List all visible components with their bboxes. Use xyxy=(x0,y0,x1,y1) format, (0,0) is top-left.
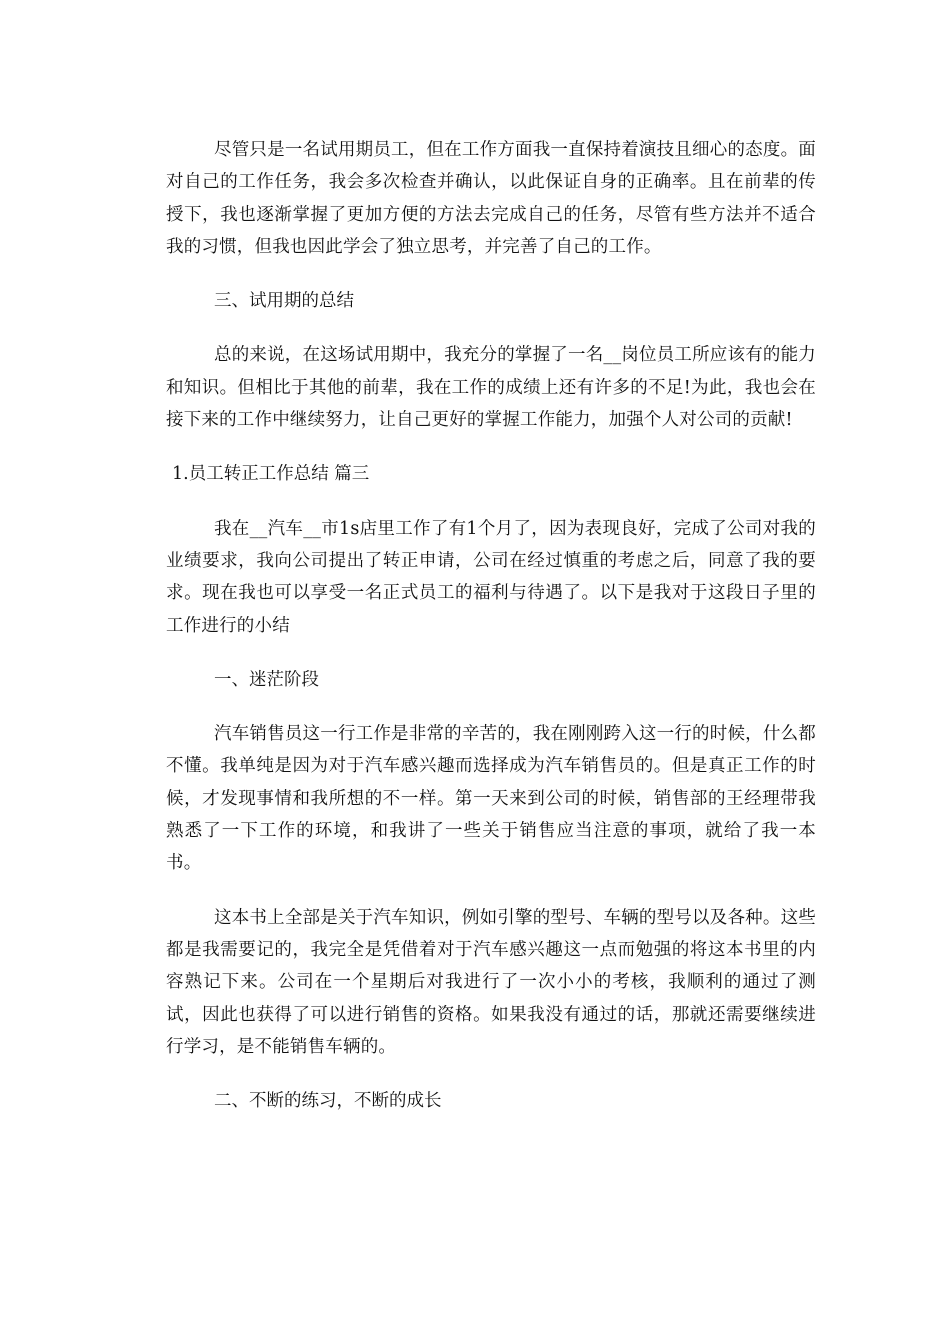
paragraph-gap xyxy=(166,436,816,458)
section-heading-practice-growth: 二、不断的练习，不断的成长 xyxy=(214,1091,442,1112)
paragraph-gap xyxy=(166,263,816,285)
document-body xyxy=(166,134,816,1117)
section-heading-confused-stage: 一、迷茫阶段 xyxy=(214,669,319,690)
section-heading-probation-summary: 三、试用期的总结 xyxy=(214,291,354,312)
paragraph-car-knowledge-book: 这本书上全部是关于汽车知识，例如引擎的型号、车辆的型号以及各种。这些都是我需要记的，我完全是凭借着对于汽车感兴趣这一点而勉强的将这本书里的内容熟记下来。公司在一个星期后对我进行了一次小小的考核，我顺利的通过了测试，因此也获得了可以进行销售的资格。如果我没有通过的话，那就还需要继续进行学习，是不能销售车辆的。 xyxy=(166,907,816,1057)
paragraph-gap xyxy=(166,880,816,902)
paragraph-sales-hardship: 汽车销售员这一行工作是非常的辛苦的，我在刚刚跨入这一行的时候，什么都不懂。我单纯是因为对于汽车感兴趣而选择成为汽车销售员的。但是真正工作的时候，才发现事情和我所想的不一样。第一天来到公司的时候，销售部的王经理带我熟悉了一下工作的环境，和我讲了一些关于销售应当注意的事项，就给了我一本书。 xyxy=(166,724,816,874)
paragraph-gap xyxy=(166,1063,816,1085)
paragraph-gap xyxy=(166,642,816,664)
paragraph-gap xyxy=(166,491,816,513)
paragraph-probation-conclusion: 总的来说，在这场试用期中，我充分的掌握了一名__岗位员工所应该有的能力和知识。但相比于其他的前辈，我在工作的成绩上还有许多的不足!为此，我也会在接下来的工作中继续努力，让自己更好的掌握工作能力，加强个人对公司的贡献! xyxy=(166,345,816,431)
article-title-part-three: 1.员工转正工作总结 篇三 xyxy=(172,464,370,485)
paragraph-work-attitude: 尽管只是一名试用期员工，但在工作方面我一直保持着演技且细心的态度。面对自己的工作任务，我会多次检查并确认，以此保证自身的正确率。且在前辈的传授下，我也逐渐掌握了更加方便的方法去完成自己的任务，尽管有些方法并不适合我的习惯，但我也因此学会了独立思考，并完善了自己的工作。 xyxy=(166,140,816,257)
paragraph-gap xyxy=(166,317,816,339)
paragraph-gap xyxy=(166,696,816,718)
paragraph-car-dealer-intro: 我在__汽车__市1s店里工作了有1个月了，因为表现良好，完成了公司对我的业绩要求，我向公司提出了转正申请，公司在经过慎重的考虑之后，同意了我的要求。现在我也可以享受一名正式员工的福利与待遇了。以下是我对于这段日子里的工作进行的小结 xyxy=(166,518,816,636)
